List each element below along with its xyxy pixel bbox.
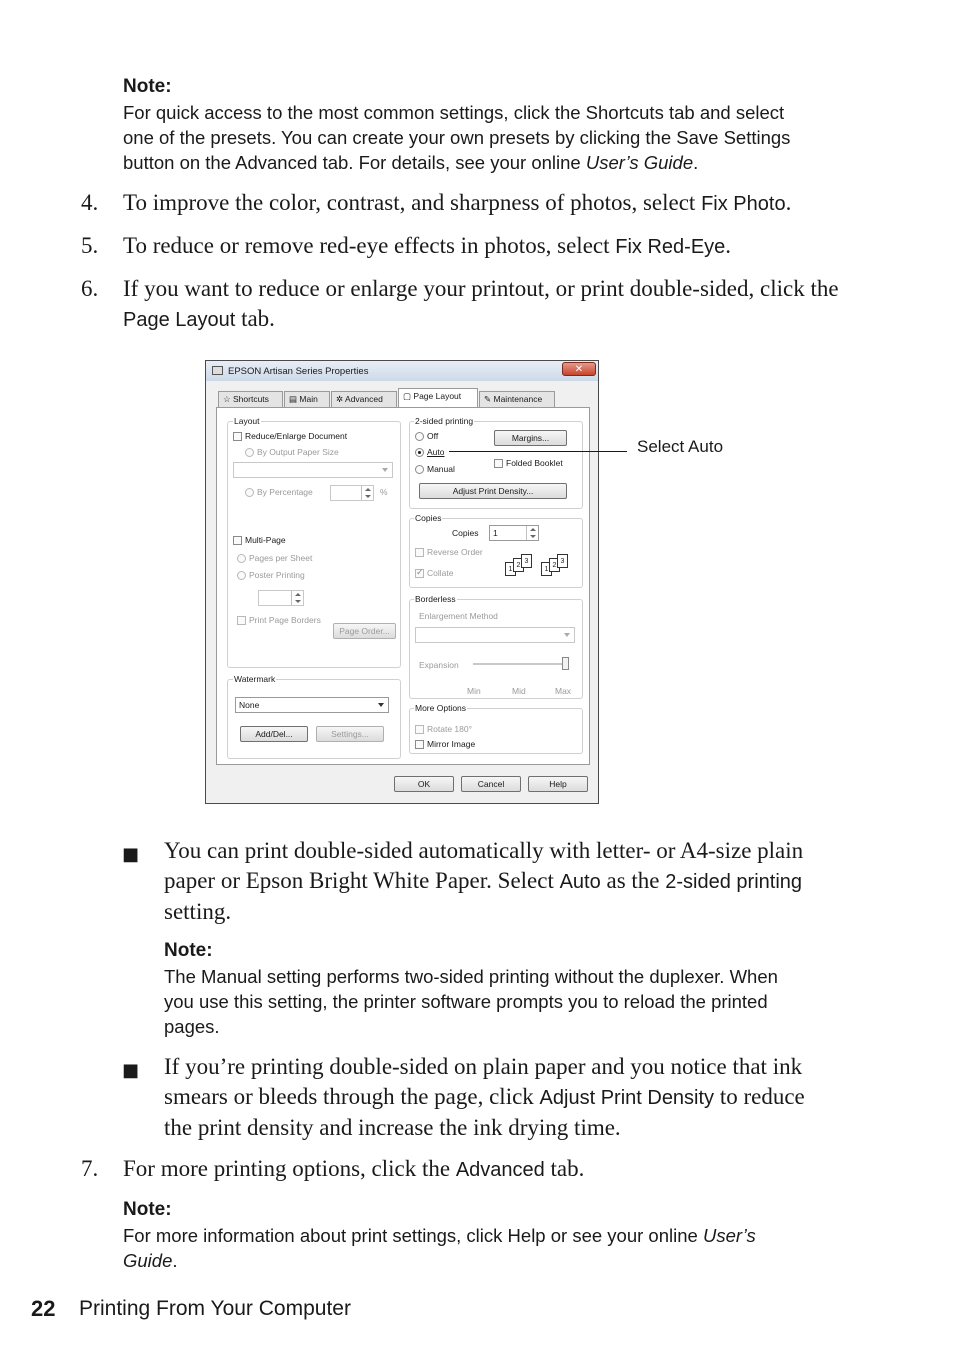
two-sided-manual-radio[interactable] xyxy=(415,465,424,474)
gear-icon: ✲ xyxy=(336,394,344,404)
watermark-value: None xyxy=(239,700,260,710)
note-title: Note: xyxy=(164,940,213,961)
bullet-line-part: as the xyxy=(600,867,666,893)
star-icon: ☆ xyxy=(223,394,231,404)
page-sheet: 1 xyxy=(541,562,552,576)
tab-label: Advanced xyxy=(345,394,383,404)
by-percentage-radio[interactable] xyxy=(245,488,254,497)
bullet-square: ■ xyxy=(122,844,140,865)
section-title: Printing From Your Computer xyxy=(79,1297,351,1320)
ui-term-2-sided-printing: 2-sided printing xyxy=(665,870,803,893)
two-sided-off-radio[interactable] xyxy=(415,432,424,441)
callout-label xyxy=(637,437,723,457)
note-text-part: . xyxy=(693,152,699,173)
help-button[interactable]: Help xyxy=(528,776,588,792)
expansion-slider-thumb[interactable] xyxy=(562,657,569,670)
bullet-line: You can print double-sided automatically with letter- or A4-size plain xyxy=(164,838,804,863)
two-sided-auto-label: Auto xyxy=(427,447,445,457)
by-output-label: By Output Paper Size xyxy=(257,447,339,457)
close-icon: ✕ xyxy=(574,364,584,375)
page-icon: ▢ xyxy=(403,391,412,401)
step-text: For more printing options, click the xyxy=(123,1156,456,1181)
note-text-part: tab and select xyxy=(663,102,785,123)
note-text-part: For quick access to the most common settings, click the xyxy=(123,102,586,123)
note-text-part: tab. For details, see your online xyxy=(317,152,586,173)
step-text: To reduce or remove red-eye effects in photos, select xyxy=(123,233,616,258)
main-icon: ▤ xyxy=(289,394,298,404)
by-percentage-label: By Percentage xyxy=(257,487,313,497)
rotate-180-label: Rotate 180° xyxy=(427,724,472,734)
borderless-group-label: Borderless xyxy=(415,594,456,604)
watermark-group-label: Watermark xyxy=(234,674,276,684)
note-line: pages. xyxy=(164,1016,220,1037)
tab-page-layout[interactable] xyxy=(398,388,478,408)
step-number: 4. xyxy=(81,190,99,215)
collate-label: Collate xyxy=(427,568,454,578)
dialog-titlebar xyxy=(206,361,598,381)
tab-label: Shortcuts xyxy=(233,394,269,404)
page-number: 22 xyxy=(31,1296,56,1321)
reduce-enlarge-label: Reduce/Enlarge Document xyxy=(245,431,348,441)
watermark-group xyxy=(227,679,401,759)
layout-group-label: Layout xyxy=(234,416,260,426)
multi-page-label: Multi-Page xyxy=(245,535,286,545)
expansion-slider-track xyxy=(473,663,567,665)
bullet-line-part: to reduce xyxy=(714,1083,805,1109)
guide-title: Guide xyxy=(123,1250,173,1271)
note-text-part: or see your online xyxy=(545,1225,703,1246)
guide-title: User’s Guide xyxy=(585,152,694,173)
tab-main[interactable] xyxy=(284,391,330,407)
page-order-button[interactable]: Page Order... xyxy=(333,623,396,639)
folded-booklet-label: Folded Booklet xyxy=(506,458,563,468)
cancel-button[interactable]: Cancel xyxy=(461,776,521,792)
tab-maintenance[interactable] xyxy=(479,391,555,407)
chevron-down-icon xyxy=(378,703,384,707)
note-text-part: button on the xyxy=(123,152,236,173)
step-text: To improve the color, contrast, and sharpness of photos, select xyxy=(123,190,702,215)
bullet-line-part: paper or Epson Bright White Paper. Select xyxy=(164,867,560,893)
bullet-line-part: smears or bleeds through the page, click xyxy=(164,1083,540,1109)
spin-arrows-icon xyxy=(361,486,373,500)
bullet-line: setting. xyxy=(164,899,232,924)
note-text xyxy=(164,964,884,1039)
ui-term-adjust-print-density: Adjust Print Density xyxy=(539,1086,715,1109)
callout-ui-term: Auto xyxy=(688,437,724,456)
watermark-select[interactable] xyxy=(235,697,389,713)
collate-pages-icon xyxy=(541,554,571,576)
adjust-print-density-button[interactable]: Adjust Print Density... xyxy=(419,483,567,499)
note-text xyxy=(123,1223,883,1273)
reverse-order-checkbox[interactable] xyxy=(415,548,424,557)
tab-label: Maintenance xyxy=(493,394,543,404)
bullet-square: ■ xyxy=(122,1060,140,1081)
two-sided-manual-label: Manual xyxy=(427,464,455,474)
note-title: Note: xyxy=(123,76,172,97)
step-text: . xyxy=(725,233,732,258)
tab-advanced[interactable] xyxy=(331,391,397,407)
printer-properties-dialog xyxy=(205,360,599,804)
watermark-settings-button[interactable]: Settings... xyxy=(316,726,384,742)
step-5 xyxy=(0,231,954,263)
two-sided-group-label: 2-sided printing xyxy=(415,416,474,426)
dialog-title: EPSON Artisan Series Properties xyxy=(228,366,369,377)
ui-term-advanced: Advanced xyxy=(235,152,318,173)
collate-checkbox[interactable] xyxy=(415,569,424,578)
folded-booklet-checkbox[interactable] xyxy=(494,459,503,468)
poster-printing-radio[interactable] xyxy=(237,571,246,580)
percentage-stepper[interactable] xyxy=(330,485,374,501)
slider-mid-label: Mid xyxy=(512,686,526,696)
mirror-image-checkbox[interactable] xyxy=(415,740,424,749)
note-text-part: . xyxy=(172,1250,178,1271)
copies-group-label: Copies xyxy=(415,513,442,523)
slider-min-label: Min xyxy=(467,686,481,696)
print-page-borders-checkbox[interactable] xyxy=(237,616,246,625)
enlargement-method-label: Enlargement Method xyxy=(419,611,498,621)
mirror-image-label: Mirror Image xyxy=(427,739,476,749)
step-number: 6. xyxy=(81,276,99,301)
chevron-down-icon xyxy=(564,633,570,637)
by-output-radio[interactable] xyxy=(245,448,254,457)
output-paper-size-select[interactable] xyxy=(233,462,393,478)
note-line: The Manual setting performs two-sided printing without the duplexer. When xyxy=(164,966,778,987)
step-text: If you want to reduce or enlarge your printout, or print double-sided, click the xyxy=(123,276,839,301)
ui-term-auto: Auto xyxy=(559,870,601,893)
enlargement-method-select[interactable] xyxy=(415,627,575,643)
expansion-label: Expansion xyxy=(419,660,459,670)
page-sheet: 1 xyxy=(505,562,516,576)
ok-button[interactable]: OK xyxy=(394,776,454,792)
ui-term-shortcuts: Shortcuts xyxy=(585,102,664,123)
poster-printing-label: Poster Printing xyxy=(249,570,305,580)
step-text: . xyxy=(785,190,792,215)
ui-term-page-layout: Page Layout xyxy=(123,309,236,331)
note-line: you use this setting, the printer software prompts you to reload the printed xyxy=(164,991,768,1012)
step-6 xyxy=(0,274,954,336)
pages-per-sheet-label: Pages per Sheet xyxy=(249,553,313,563)
percent-sign: % xyxy=(380,487,388,497)
chevron-down-icon xyxy=(382,468,388,472)
step-number: 5. xyxy=(81,233,99,258)
note-title: Note: xyxy=(123,1199,172,1220)
more-options-group-label: More Options xyxy=(415,703,467,713)
bullet-line: the print density and increase the ink drying time. xyxy=(164,1115,621,1140)
slider-max-label: Max xyxy=(555,686,572,696)
ui-term-help: Help xyxy=(507,1225,546,1246)
step-number: 7. xyxy=(81,1156,99,1181)
step-7 xyxy=(0,1154,954,1186)
copies-value: 1 xyxy=(493,528,498,538)
ui-term-fix-photo: Fix Photo xyxy=(701,193,786,215)
bullet-line: If you’re printing double-sided on plain paper and you notice that ink xyxy=(164,1054,803,1079)
tab-label: Main xyxy=(299,394,318,404)
page-sheet: 3 xyxy=(557,554,568,568)
spin-arrows-icon xyxy=(291,591,303,605)
print-page-borders-label: Print Page Borders xyxy=(249,615,321,625)
ui-term-advanced: Advanced xyxy=(455,1159,545,1181)
callout-text: Select xyxy=(637,437,689,456)
bullet-text xyxy=(164,1052,884,1143)
close-button[interactable] xyxy=(562,362,596,376)
multi-page-checkbox[interactable] xyxy=(233,536,242,545)
two-sided-auto-radio[interactable] xyxy=(415,448,424,457)
reverse-order-label: Reverse Order xyxy=(427,547,483,557)
step-text: tab. xyxy=(544,1156,585,1181)
rotate-180-checkbox[interactable] xyxy=(415,725,424,734)
multi-page-stepper[interactable] xyxy=(258,590,304,606)
page-sheet: 2 xyxy=(513,558,524,572)
wrench-icon: ✎ xyxy=(484,394,492,404)
note-text-part: For more information about print settings, click xyxy=(123,1225,508,1246)
ui-term-fix-red-eye: Fix Red-Eye xyxy=(615,236,726,258)
tab-panel xyxy=(216,407,590,765)
tab-label: Page Layout xyxy=(413,391,462,401)
page-sheet: 3 xyxy=(521,554,532,568)
pages-per-sheet-radio[interactable] xyxy=(237,554,246,563)
copies-label: Copies xyxy=(452,528,479,538)
printer-icon xyxy=(212,366,223,375)
step-text: tab. xyxy=(235,306,275,331)
spin-arrows-icon xyxy=(526,526,538,540)
copies-stepper[interactable] xyxy=(489,525,539,541)
tab-shortcuts[interactable] xyxy=(218,391,283,407)
page-sheet: 2 xyxy=(549,558,560,572)
callout-leader-line xyxy=(449,451,627,452)
bullet-text xyxy=(164,836,884,927)
reduce-enlarge-checkbox[interactable] xyxy=(233,432,242,441)
step-4 xyxy=(0,188,954,220)
guide-title: User’s xyxy=(702,1225,756,1246)
add-del-button[interactable]: Add/Del... xyxy=(240,726,308,742)
collate-pages-icon xyxy=(505,554,535,576)
margins-button[interactable]: Margins... xyxy=(494,430,567,446)
note-text-part: one of the presets. You can create your own presets by clicking the xyxy=(123,127,677,148)
two-sided-off-label: Off xyxy=(427,431,439,441)
ui-term-save-settings: Save Settings xyxy=(676,127,791,148)
note-text xyxy=(123,100,883,175)
